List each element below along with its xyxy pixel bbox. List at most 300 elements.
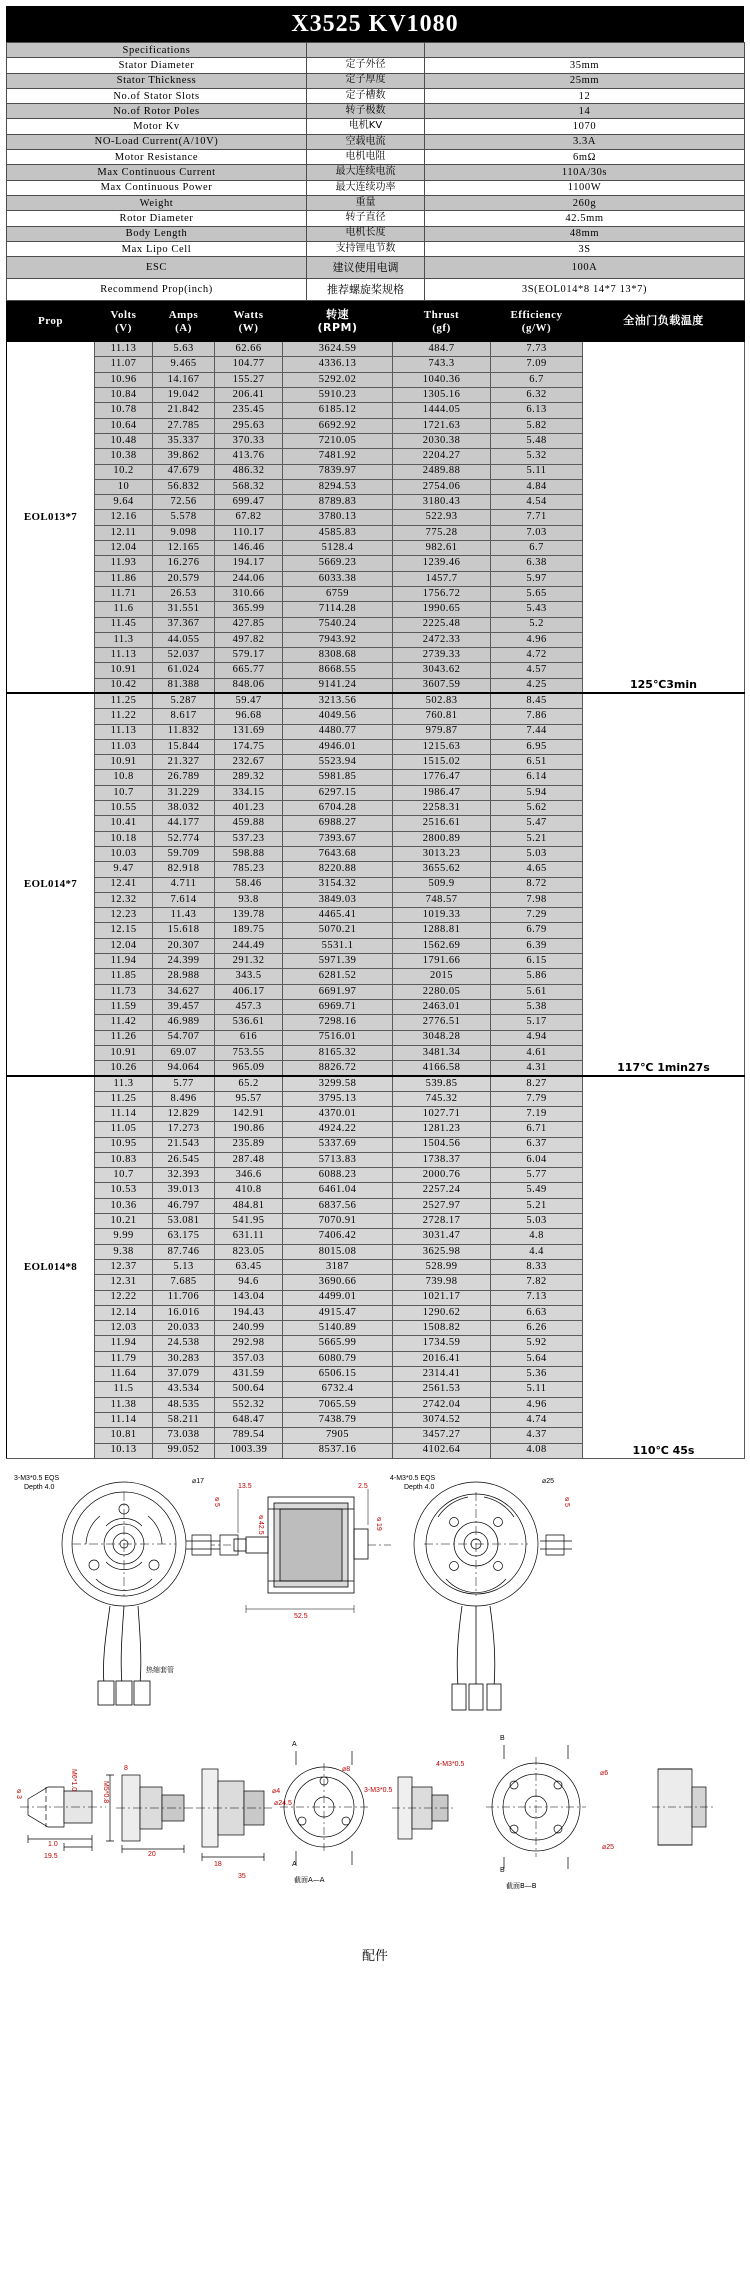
data-cell: 3043.62 bbox=[393, 663, 491, 678]
data-cell: 2258.31 bbox=[393, 801, 491, 816]
data-cell: 7.98 bbox=[491, 892, 583, 907]
data-cell: 739.98 bbox=[393, 1275, 491, 1290]
data-cell: 26.789 bbox=[153, 770, 215, 785]
data-cell: 6.15 bbox=[491, 954, 583, 969]
data-cell: 1444.05 bbox=[393, 403, 491, 418]
data-cell: 6.95 bbox=[491, 739, 583, 754]
data-cell: 982.61 bbox=[393, 541, 491, 556]
data-cell: 7.19 bbox=[491, 1107, 583, 1122]
data-cell: 7516.01 bbox=[283, 1030, 393, 1045]
data-cell: 17.273 bbox=[153, 1122, 215, 1137]
data-cell: 7.44 bbox=[491, 724, 583, 739]
spec-label-en: Max Continuous Current bbox=[7, 165, 307, 180]
data-cell: 11.3 bbox=[95, 632, 153, 647]
data-cell: 1290.62 bbox=[393, 1305, 491, 1320]
data-cell: 457.3 bbox=[215, 999, 283, 1014]
data-cell: 1721.63 bbox=[393, 418, 491, 433]
data-cell: 11.79 bbox=[95, 1351, 153, 1366]
header-eff-line2: (g/W) bbox=[521, 321, 552, 334]
data-cell: 6988.27 bbox=[283, 816, 393, 831]
data-cell: 3624.59 bbox=[283, 342, 393, 357]
data-cell: 4946.01 bbox=[283, 739, 393, 754]
drawings-svg bbox=[6, 1469, 744, 1939]
data-cell: 6.14 bbox=[491, 770, 583, 785]
data-cell: 486.32 bbox=[215, 464, 283, 479]
data-cell: 8.27 bbox=[491, 1076, 583, 1091]
data-cell: 541.95 bbox=[215, 1214, 283, 1229]
data-cell: 11.38 bbox=[95, 1397, 153, 1412]
data-cell: 12.16 bbox=[95, 510, 153, 525]
spec-label-cn: 空载电流 bbox=[307, 134, 425, 149]
data-cell: 82.918 bbox=[153, 862, 215, 877]
data-cell: 9.47 bbox=[95, 862, 153, 877]
data-cell: 11.93 bbox=[95, 556, 153, 571]
data-cell: 4.72 bbox=[491, 648, 583, 663]
data-cell: 2257.24 bbox=[393, 1183, 491, 1198]
data-cell: 289.32 bbox=[215, 770, 283, 785]
label-18: 18 bbox=[214, 1860, 222, 1868]
data-cell: 7438.79 bbox=[283, 1412, 393, 1427]
data-cell: 11.43 bbox=[153, 908, 215, 923]
spec-label-cn: 定子槽数 bbox=[307, 88, 425, 103]
data-cell: 11.25 bbox=[95, 1091, 153, 1106]
data-cell: 537.23 bbox=[215, 831, 283, 846]
data-cell: 21.327 bbox=[153, 755, 215, 770]
data-cell: 27.785 bbox=[153, 418, 215, 433]
data-cell: 20.033 bbox=[153, 1321, 215, 1336]
data-cell: 699.47 bbox=[215, 495, 283, 510]
data-cell: 16.276 bbox=[153, 556, 215, 571]
data-cell: 5.36 bbox=[491, 1367, 583, 1382]
spec-label-cn: 定子厚度 bbox=[307, 73, 425, 88]
header-amps-line1: Amps bbox=[168, 309, 199, 322]
label-2-5: 2.5 bbox=[358, 1482, 368, 1490]
data-cell: 11.22 bbox=[95, 709, 153, 724]
data-cell: 11.832 bbox=[153, 724, 215, 739]
spec-value: 6mΩ bbox=[425, 150, 745, 165]
data-cell: 94.6 bbox=[215, 1275, 283, 1290]
data-cell: 343.5 bbox=[215, 969, 283, 984]
data-cell: 9.098 bbox=[153, 525, 215, 540]
data-cell: 6506.15 bbox=[283, 1367, 393, 1382]
data-cell: 58.211 bbox=[153, 1412, 215, 1427]
header-watts bbox=[215, 302, 283, 342]
data-cell: 10.42 bbox=[95, 678, 153, 693]
data-cell: 6088.23 bbox=[283, 1168, 393, 1183]
spec-header-value bbox=[425, 43, 745, 58]
data-cell: 11.73 bbox=[95, 984, 153, 999]
data-cell: 12.04 bbox=[95, 938, 153, 953]
data-cell: 9.38 bbox=[95, 1244, 153, 1259]
data-cell: 24.399 bbox=[153, 954, 215, 969]
data-cell: 509.9 bbox=[393, 877, 491, 892]
spec-value: 14 bbox=[425, 104, 745, 119]
data-cell: 5140.89 bbox=[283, 1321, 393, 1336]
data-cell: 4.74 bbox=[491, 1412, 583, 1427]
spec-value: 110A/30s bbox=[425, 165, 745, 180]
label-depth-left: Depth 4.0 bbox=[24, 1483, 55, 1491]
prop-label: EOL014*8 bbox=[7, 1076, 95, 1458]
spec-label-cn: 转子直径 bbox=[307, 211, 425, 226]
data-cell: 502.83 bbox=[393, 693, 491, 708]
data-cell: 2016.41 bbox=[393, 1351, 491, 1366]
label-d5-left: ⌀5 bbox=[213, 1494, 220, 1507]
data-cell: 19.042 bbox=[153, 388, 215, 403]
data-cell: 2489.88 bbox=[393, 464, 491, 479]
data-cell: 6.7 bbox=[491, 541, 583, 556]
spec-label-cn: 支持锂电节数 bbox=[307, 241, 425, 256]
data-cell: 6759 bbox=[283, 586, 393, 601]
spec-label-en: Max Lipo Cell bbox=[7, 241, 307, 256]
data-cell: 497.82 bbox=[215, 632, 283, 647]
data-cell: 4.08 bbox=[491, 1443, 583, 1458]
data-cell: 5.49 bbox=[491, 1183, 583, 1198]
data-cell: 52.037 bbox=[153, 648, 215, 663]
data-cell: 31.229 bbox=[153, 785, 215, 800]
data-cell: 5.13 bbox=[153, 1259, 215, 1274]
temperature-note: 117℃ 1min27s bbox=[583, 693, 745, 1075]
data-cell: 4.25 bbox=[491, 678, 583, 693]
label-m3b: 3-M3*0.5 bbox=[364, 1786, 393, 1794]
spec-value: 25mm bbox=[425, 73, 745, 88]
data-cell: 6704.28 bbox=[283, 801, 393, 816]
data-cell: 12.32 bbox=[95, 892, 153, 907]
data-cell: 4.65 bbox=[491, 862, 583, 877]
data-cell: 93.8 bbox=[215, 892, 283, 907]
data-cell: 9141.24 bbox=[283, 678, 393, 693]
data-cell: 5.17 bbox=[491, 1015, 583, 1030]
data-cell: 7070.91 bbox=[283, 1214, 393, 1229]
label-19-5: 19.5 bbox=[44, 1852, 58, 1860]
data-cell: 189.75 bbox=[215, 923, 283, 938]
data-cell: 10.91 bbox=[95, 663, 153, 678]
data-cell: 12.03 bbox=[95, 1321, 153, 1336]
data-cell: 7943.92 bbox=[283, 632, 393, 647]
spec-label-cn: 最大连续功率 bbox=[307, 180, 425, 195]
data-cell: 7298.16 bbox=[283, 1015, 393, 1030]
data-cell: 6.71 bbox=[491, 1122, 583, 1137]
data-cell: 43.534 bbox=[153, 1382, 215, 1397]
data-cell: 5531.1 bbox=[283, 938, 393, 953]
data-cell: 2739.33 bbox=[393, 648, 491, 663]
data-cell: 6.32 bbox=[491, 388, 583, 403]
spec-label-en: ESC bbox=[7, 257, 307, 279]
data-cell: 5.03 bbox=[491, 846, 583, 861]
data-cell: 10.78 bbox=[95, 403, 153, 418]
data-cell: 9.99 bbox=[95, 1229, 153, 1244]
data-cell: 61.024 bbox=[153, 663, 215, 678]
data-cell: 291.32 bbox=[215, 954, 283, 969]
technical-drawings bbox=[6, 1469, 744, 1939]
data-cell: 1021.17 bbox=[393, 1290, 491, 1305]
spec-label-cn: 最大连续电流 bbox=[307, 165, 425, 180]
spec-label-en: Stator Thickness bbox=[7, 73, 307, 88]
label-d25b: ⌀25 bbox=[602, 1843, 615, 1851]
data-cell: 5337.69 bbox=[283, 1137, 393, 1152]
data-cell: 15.844 bbox=[153, 739, 215, 754]
spec-row bbox=[7, 195, 745, 210]
data-cell: 775.28 bbox=[393, 525, 491, 540]
data-row bbox=[7, 1076, 745, 1091]
spec-label-en: Motor Kv bbox=[7, 119, 307, 134]
label-section-b: 截面B—B bbox=[506, 1881, 537, 1890]
data-cell: 10.8 bbox=[95, 770, 153, 785]
data-cell: 12.15 bbox=[95, 923, 153, 938]
data-cell: 5713.83 bbox=[283, 1152, 393, 1167]
data-cell: 310.66 bbox=[215, 586, 283, 601]
data-cell: 5669.23 bbox=[283, 556, 393, 571]
data-cell: 1562.69 bbox=[393, 938, 491, 953]
spec-label-cn: 推荐螺旋桨规格 bbox=[307, 279, 425, 301]
data-cell: 1215.63 bbox=[393, 739, 491, 754]
data-cell: 11.14 bbox=[95, 1107, 153, 1122]
data-cell: 34.627 bbox=[153, 984, 215, 999]
data-cell: 4.96 bbox=[491, 1397, 583, 1412]
data-cell: 11.71 bbox=[95, 586, 153, 601]
data-cell: 99.052 bbox=[153, 1443, 215, 1458]
data-cell: 8308.68 bbox=[283, 648, 393, 663]
data-cell: 5.21 bbox=[491, 1198, 583, 1213]
data-cell: 7.29 bbox=[491, 908, 583, 923]
data-cell: 616 bbox=[215, 1030, 283, 1045]
data-cell: 1305.16 bbox=[393, 388, 491, 403]
data-cell: 5.77 bbox=[491, 1168, 583, 1183]
header-amps bbox=[153, 302, 215, 342]
data-cell: 11.706 bbox=[153, 1290, 215, 1305]
data-cell: 1003.39 bbox=[215, 1443, 283, 1458]
data-cell: 16.016 bbox=[153, 1305, 215, 1320]
data-cell: 11.85 bbox=[95, 969, 153, 984]
spec-row bbox=[7, 165, 745, 180]
data-cell: 7540.24 bbox=[283, 617, 393, 632]
data-cell: 500.64 bbox=[215, 1382, 283, 1397]
data-cell: 5.61 bbox=[491, 984, 583, 999]
spec-value: 42.5mm bbox=[425, 211, 745, 226]
header-rpm bbox=[283, 302, 393, 342]
data-cell: 10.26 bbox=[95, 1061, 153, 1076]
data-cell: 2516.61 bbox=[393, 816, 491, 831]
data-cell: 38.032 bbox=[153, 801, 215, 816]
data-cell: 579.17 bbox=[215, 648, 283, 663]
data-cell: 4.57 bbox=[491, 663, 583, 678]
data-cell: 2030.38 bbox=[393, 433, 491, 448]
data-cell: 287.48 bbox=[215, 1152, 283, 1167]
data-cell: 39.013 bbox=[153, 1183, 215, 1198]
spec-row bbox=[7, 241, 745, 256]
data-cell: 10.7 bbox=[95, 785, 153, 800]
data-cell: 4499.01 bbox=[283, 1290, 393, 1305]
label-d4: ⌀4 bbox=[272, 1787, 281, 1795]
spec-value: 100A bbox=[425, 257, 745, 279]
data-cell: 6.63 bbox=[491, 1305, 583, 1320]
data-cell: 10.18 bbox=[95, 831, 153, 846]
data-cell: 46.797 bbox=[153, 1198, 215, 1213]
data-cell: 1508.82 bbox=[393, 1321, 491, 1336]
data-cell: 413.76 bbox=[215, 449, 283, 464]
data-cell: 10.21 bbox=[95, 1214, 153, 1229]
data-cell: 5.578 bbox=[153, 510, 215, 525]
spec-value: 48mm bbox=[425, 226, 745, 241]
data-cell: 346.6 bbox=[215, 1168, 283, 1183]
data-cell: 7.614 bbox=[153, 892, 215, 907]
data-cell: 11.03 bbox=[95, 739, 153, 754]
data-cell: 11.94 bbox=[95, 954, 153, 969]
data-cell: 58.46 bbox=[215, 877, 283, 892]
data-cell: 5.62 bbox=[491, 801, 583, 816]
data-cell: 52.774 bbox=[153, 831, 215, 846]
header-thrust bbox=[393, 302, 491, 342]
spec-label-en: Recommend Prop(inch) bbox=[7, 279, 307, 301]
data-cell: 568.32 bbox=[215, 479, 283, 494]
data-cell: 139.78 bbox=[215, 908, 283, 923]
data-cell: 848.06 bbox=[215, 678, 283, 693]
spec-label-cn: 转子极数 bbox=[307, 104, 425, 119]
data-cell: 131.69 bbox=[215, 724, 283, 739]
data-cell: 2225.48 bbox=[393, 617, 491, 632]
spec-row bbox=[7, 73, 745, 88]
data-cell: 8.496 bbox=[153, 1091, 215, 1106]
label-8: 8 bbox=[124, 1764, 128, 1772]
data-cell: 4049.56 bbox=[283, 709, 393, 724]
data-cell: 5070.21 bbox=[283, 923, 393, 938]
spec-label-en: NO-Load Current(A/10V) bbox=[7, 134, 307, 149]
data-cell: 631.11 bbox=[215, 1229, 283, 1244]
data-cell: 8220.88 bbox=[283, 862, 393, 877]
data-cell: 3780.13 bbox=[283, 510, 393, 525]
data-cell: 4166.58 bbox=[393, 1061, 491, 1076]
data-cell: 6281.52 bbox=[283, 969, 393, 984]
data-cell: 5.2 bbox=[491, 617, 583, 632]
data-cell: 232.67 bbox=[215, 755, 283, 770]
data-cell: 8.72 bbox=[491, 877, 583, 892]
data-cell: 12.41 bbox=[95, 877, 153, 892]
data-cell: 357.03 bbox=[215, 1351, 283, 1366]
spec-label-en: Body Length bbox=[7, 226, 307, 241]
header-efficiency bbox=[491, 302, 583, 342]
data-cell: 753.55 bbox=[215, 1045, 283, 1060]
data-cell: 5.92 bbox=[491, 1336, 583, 1351]
page-title: X3525 KV1080 bbox=[6, 6, 744, 42]
data-cell: 9.64 bbox=[95, 495, 153, 510]
data-cell: 7.82 bbox=[491, 1275, 583, 1290]
data-cell: 11.86 bbox=[95, 571, 153, 586]
data-cell: 244.49 bbox=[215, 938, 283, 953]
data-cell: 11.14 bbox=[95, 1412, 153, 1427]
spec-value: 12 bbox=[425, 88, 745, 103]
data-cell: 4915.47 bbox=[283, 1305, 393, 1320]
data-cell: 484.7 bbox=[393, 342, 491, 357]
data-cell: 1239.46 bbox=[393, 556, 491, 571]
spec-header-row bbox=[7, 43, 745, 58]
data-cell: 12.04 bbox=[95, 541, 153, 556]
spec-row bbox=[7, 211, 745, 226]
data-cell: 528.99 bbox=[393, 1259, 491, 1274]
data-cell: 11.05 bbox=[95, 1122, 153, 1137]
data-cell: 81.388 bbox=[153, 678, 215, 693]
data-cell: 3074.52 bbox=[393, 1412, 491, 1427]
spec-row bbox=[7, 58, 745, 73]
data-cell: 5.65 bbox=[491, 586, 583, 601]
datasheet-page bbox=[0, 6, 750, 2293]
data-cell: 146.46 bbox=[215, 541, 283, 556]
data-cell: 3031.47 bbox=[393, 1229, 491, 1244]
footer-accessories: 配件 bbox=[361, 1948, 388, 1964]
data-cell: 10 bbox=[95, 479, 153, 494]
data-cell: 194.17 bbox=[215, 556, 283, 571]
data-cell: 536.61 bbox=[215, 1015, 283, 1030]
data-cell: 785.23 bbox=[215, 862, 283, 877]
data-cell: 292.98 bbox=[215, 1336, 283, 1351]
data-row bbox=[7, 342, 745, 357]
spec-header-cn bbox=[307, 43, 425, 58]
data-cell: 5.86 bbox=[491, 969, 583, 984]
data-cell: 401.23 bbox=[215, 801, 283, 816]
data-cell: 194.43 bbox=[215, 1305, 283, 1320]
header-rpm-line1: 转速 bbox=[326, 308, 349, 322]
data-cell: 1019.33 bbox=[393, 908, 491, 923]
data-cell: 3481.34 bbox=[393, 1045, 491, 1060]
data-cell: 10.55 bbox=[95, 801, 153, 816]
spec-label-en: Motor Resistance bbox=[7, 150, 307, 165]
data-cell: 96.68 bbox=[215, 709, 283, 724]
header-rpm-line2: (RPM) bbox=[317, 320, 358, 334]
data-cell: 10.41 bbox=[95, 816, 153, 831]
spec-row bbox=[7, 279, 745, 301]
data-cell: 20.307 bbox=[153, 938, 215, 953]
data-cell: 5.32 bbox=[491, 449, 583, 464]
data-cell: 7643.68 bbox=[283, 846, 393, 861]
data-cell: 10.81 bbox=[95, 1428, 153, 1443]
label-52-5: 52.5 bbox=[294, 1612, 308, 1620]
data-cell: 37.367 bbox=[153, 617, 215, 632]
data-cell: 1515.02 bbox=[393, 755, 491, 770]
data-cell: 484.81 bbox=[215, 1198, 283, 1213]
data-cell: 10.91 bbox=[95, 755, 153, 770]
data-cell: 522.93 bbox=[393, 510, 491, 525]
data-cell: 20.579 bbox=[153, 571, 215, 586]
data-cell: 7406.42 bbox=[283, 1229, 393, 1244]
data-cell: 760.81 bbox=[393, 709, 491, 724]
label-1-0: 1.0 bbox=[48, 1840, 58, 1848]
data-cell: 10.91 bbox=[95, 1045, 153, 1060]
data-cell: 5910.23 bbox=[283, 388, 393, 403]
data-cell: 6837.56 bbox=[283, 1198, 393, 1213]
label-13-5: 13.5 bbox=[238, 1482, 252, 1490]
data-cell: 26.53 bbox=[153, 586, 215, 601]
spec-value: 260g bbox=[425, 195, 745, 210]
data-cell: 10.95 bbox=[95, 1137, 153, 1152]
spec-row bbox=[7, 119, 745, 134]
data-cell: 72.56 bbox=[153, 495, 215, 510]
data-cell: 1776.47 bbox=[393, 770, 491, 785]
header-eff-line1: Efficiency bbox=[510, 309, 563, 322]
data-cell: 95.57 bbox=[215, 1091, 283, 1106]
data-cell: 5.11 bbox=[491, 1382, 583, 1397]
data-cell: 5.287 bbox=[153, 693, 215, 708]
data-cell: 5128.4 bbox=[283, 541, 393, 556]
data-cell: 94.064 bbox=[153, 1061, 215, 1076]
data-cell: 53.081 bbox=[153, 1214, 215, 1229]
data-cell: 5.97 bbox=[491, 571, 583, 586]
data-cell: 7065.59 bbox=[283, 1397, 393, 1412]
label-depth-right: Depth 4.0 bbox=[404, 1483, 435, 1491]
data-cell: 745.32 bbox=[393, 1091, 491, 1106]
data-cell: 8.33 bbox=[491, 1259, 583, 1274]
data-table-header-row bbox=[7, 302, 745, 342]
data-cell: 10.64 bbox=[95, 418, 153, 433]
data-cell: 3690.66 bbox=[283, 1275, 393, 1290]
data-cell: 3607.59 bbox=[393, 678, 491, 693]
